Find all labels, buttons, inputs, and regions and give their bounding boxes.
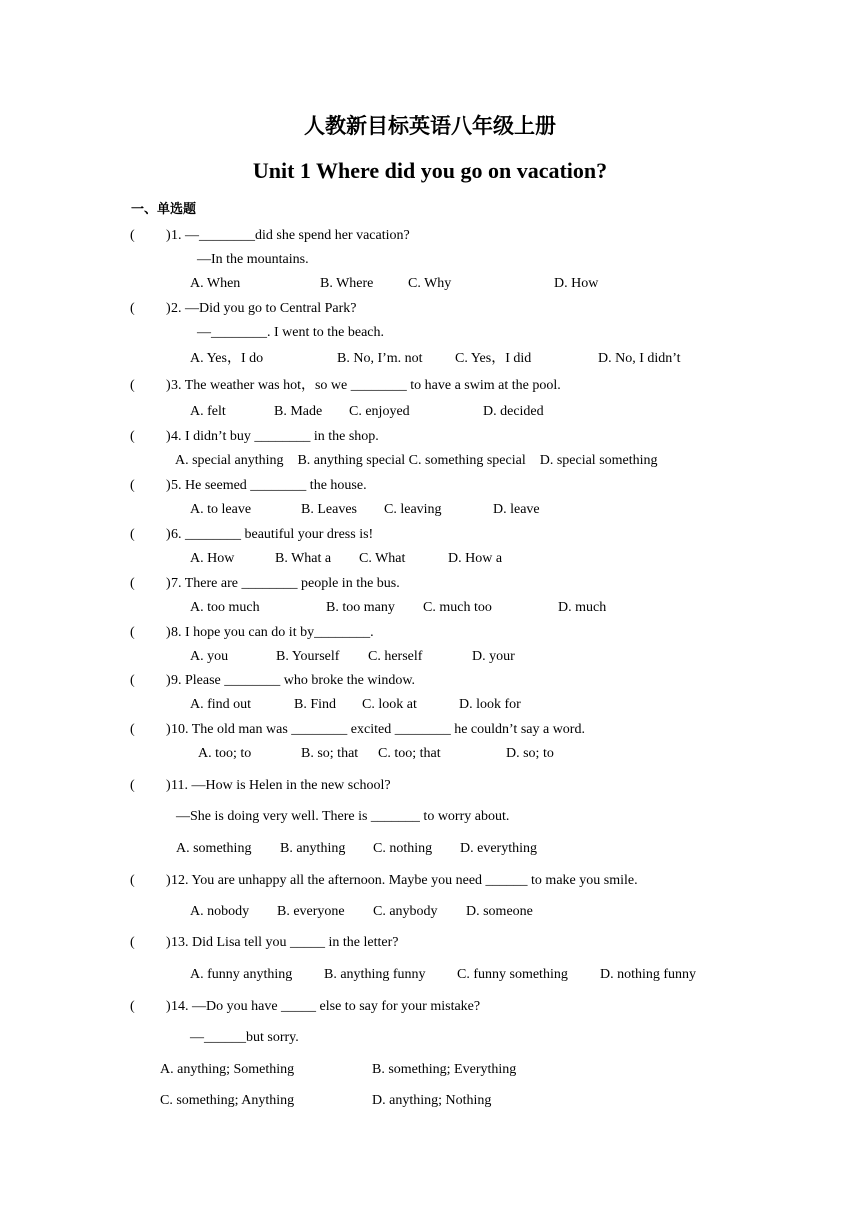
option-d: D. How: [554, 276, 599, 291]
answer-blank-open: (: [130, 625, 135, 640]
option-c: C. anybody: [373, 904, 438, 919]
answer-blank-close: ): [166, 378, 171, 393]
question-number: 10.: [171, 722, 189, 737]
option-d: D. someone: [466, 904, 533, 919]
question-number: 4.: [171, 429, 182, 444]
option-b: B. too many: [326, 600, 395, 615]
question-stem: He seemed ________ the house.: [185, 478, 367, 493]
question-stem: —Did you go to Central Park?: [185, 301, 357, 316]
answer-blank-close: ): [166, 722, 171, 737]
answer-blank-close: ): [166, 478, 171, 493]
option-c: C. Why: [408, 276, 452, 291]
question-stem: The old man was ________ excited ________ he couldn’t say a word.: [191, 722, 585, 737]
answer-blank-open: (: [130, 576, 135, 591]
option-c: C. funny something: [457, 967, 568, 982]
answer-blank-open: (: [130, 478, 135, 493]
option-a: A. felt: [190, 404, 226, 419]
option-c: C. herself: [368, 649, 423, 664]
option-a: A. funny anything: [190, 967, 293, 982]
option-d: D. How a: [448, 551, 503, 566]
question-stem: There are ________ people in the bus.: [184, 576, 400, 591]
option-a: A. something: [176, 841, 252, 856]
option-d: D. so; to: [506, 746, 554, 761]
option-a: A. too much: [190, 600, 260, 615]
option-b: B. What a: [275, 551, 332, 566]
question-stem: You are unhappy all the afternoon. Maybe you need ______ to make you smile.: [191, 873, 638, 888]
option-b: B. anything: [280, 841, 346, 856]
option-a: A. When: [190, 276, 241, 291]
question-stem: —Do you have _____ else to say for your mistake?: [192, 999, 481, 1014]
option-d: D. much: [558, 600, 607, 615]
option-b: B. anything funny: [324, 967, 426, 982]
option-b: B. so; that: [301, 746, 359, 761]
answer-blank-open: (: [130, 301, 135, 316]
answer-blank-open: (: [130, 429, 135, 444]
answer-blank-open: (: [130, 778, 135, 793]
answer-blank-close: ): [166, 301, 171, 316]
question-number: 12.: [171, 873, 189, 888]
option-a: A. anything; Something: [160, 1062, 295, 1077]
question-number: 2.: [171, 301, 182, 316]
options-line: A. special anything B. anything special C. something special D. special something: [175, 453, 658, 468]
question-stem: —________did she spend her vacation?: [185, 228, 410, 243]
option-d: D. No, I didn’t: [598, 351, 681, 366]
option-b: B. Find: [294, 697, 337, 712]
question-stem: The weather was hot，so we ________ to have a swim at the pool.: [184, 378, 561, 393]
question-number: 1.: [171, 228, 182, 243]
option-b: B. everyone: [277, 904, 345, 919]
answer-blank-close: ): [166, 999, 171, 1014]
answer-blank-close: ): [166, 873, 171, 888]
option-a: A. Yes，I do: [190, 351, 264, 366]
option-c: C. something; Anything: [160, 1093, 295, 1108]
option-c: C. much too: [423, 600, 492, 615]
dialogue-reply: —______but sorry.: [190, 1030, 299, 1045]
option-c: C. leaving: [384, 502, 442, 517]
section-title: 一、单选题: [131, 202, 197, 217]
option-a: A. nobody: [190, 904, 250, 919]
option-c: C. Yes，I did: [455, 351, 532, 366]
question-stem: —How is Helen in the new school?: [191, 778, 391, 793]
question-number: 8.: [171, 625, 182, 640]
document-title-en: Unit 1 Where did you go on vacation?: [252, 158, 608, 183]
document-title-cn: 人教新目标英语八年级上册: [304, 114, 556, 138]
answer-blank-open: (: [130, 378, 135, 393]
option-c: C. enjoyed: [349, 404, 410, 419]
option-a: A. find out: [190, 697, 252, 712]
dialogue-reply: —She is doing very well. There is _______ to worry about.: [176, 809, 510, 824]
answer-blank-open: (: [130, 999, 135, 1014]
option-a: A. too; to: [198, 746, 252, 761]
answer-blank-open: (: [130, 935, 135, 950]
option-d: D. look for: [459, 697, 521, 712]
answer-blank-close: ): [166, 673, 171, 688]
answer-blank-close: ): [166, 778, 171, 793]
question-stem: Please ________ who broke the window.: [185, 673, 416, 688]
dialogue-reply: —In the mountains.: [197, 252, 309, 267]
option-c: C. too; that: [378, 746, 441, 761]
question-number: 14.: [171, 999, 189, 1014]
option-d: D. nothing funny: [600, 967, 697, 982]
option-c: C. nothing: [373, 841, 433, 856]
answer-blank-open: (: [130, 228, 135, 243]
answer-blank-close: ): [166, 625, 171, 640]
option-c: C. What: [359, 551, 406, 566]
option-d: D. everything: [460, 841, 537, 856]
question-number: 5.: [171, 478, 182, 493]
option-b: B. Where: [320, 276, 374, 291]
option-a: A. you: [190, 649, 229, 664]
option-d: D. anything; Nothing: [372, 1093, 492, 1108]
option-c: C. look at: [362, 697, 417, 712]
question-number: 7.: [171, 576, 182, 591]
answer-blank-open: (: [130, 873, 135, 888]
question-number: 6.: [171, 527, 182, 542]
question-stem: ________ beautiful your dress is!: [185, 527, 374, 542]
answer-blank-close: ): [166, 576, 171, 591]
dialogue-reply: —________. I went to the beach.: [197, 325, 385, 340]
option-d: D. leave: [493, 502, 540, 517]
question-stem: I hope you can do it by________.: [185, 625, 374, 640]
question-stem: Did Lisa tell you _____ in the letter?: [192, 935, 399, 950]
option-b: B. something; Everything: [372, 1062, 517, 1077]
answer-blank-close: ): [166, 527, 171, 542]
option-a: A. How: [190, 551, 235, 566]
option-b: B. Made: [274, 404, 323, 419]
answer-blank-close: ): [166, 935, 171, 950]
option-b: B. Yourself: [276, 649, 340, 664]
option-a: A. to leave: [190, 502, 252, 517]
answer-blank-open: (: [130, 527, 135, 542]
option-b: B. Leaves: [301, 502, 357, 517]
answer-blank-close: ): [166, 429, 171, 444]
option-b: B. No, I’m. not: [337, 351, 423, 366]
question-number: 13.: [171, 935, 189, 950]
question-number: 3.: [171, 378, 182, 393]
option-d: D. decided: [483, 404, 544, 419]
answer-blank-open: (: [130, 673, 135, 688]
question-stem: I didn’t buy ________ in the shop.: [185, 429, 379, 444]
answer-blank-open: (: [130, 722, 135, 737]
answer-blank-close: ): [166, 228, 171, 243]
question-number: 9.: [171, 673, 182, 688]
question-number: 11.: [171, 778, 188, 793]
option-d: D. your: [472, 649, 515, 664]
